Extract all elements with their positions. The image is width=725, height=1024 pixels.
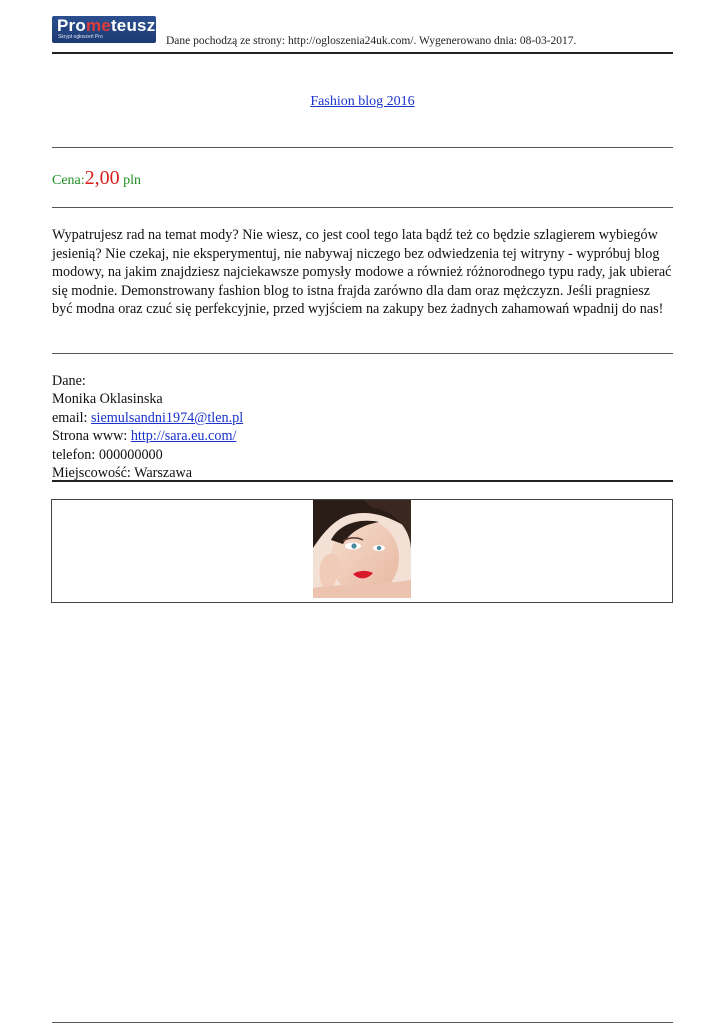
price-currency: pln [123, 173, 142, 188]
contact-www-row [52, 427, 673, 445]
logo-subtitle: Skrypt ogłoszeń Pro [58, 34, 103, 40]
price-divider [52, 207, 673, 208]
price-line [52, 167, 141, 190]
price-value: 2,00 [84, 167, 120, 189]
email-label: email: [52, 409, 92, 426]
contact-name: Monika Oklasinska [52, 391, 163, 408]
www-link[interactable]: http://sara.eu.com/ [130, 428, 237, 445]
contact-heading: Dane: [52, 373, 86, 389]
site-logo [52, 16, 156, 43]
woman-portrait-icon [313, 500, 411, 598]
contact-email-row [52, 409, 673, 427]
listing-photo [313, 500, 411, 598]
phone-label: telefon: [52, 446, 99, 463]
listing-description: Wypatrujesz rad na temat mody? Nie wiesz, co jest cool tego lata bądź też co będzie szlagierem wybiegów jesienią? Nie czekaj, nie eksperymentuj, nie nabywaj niczego bez odwiedzenia tej witryny - wypróbuj blog modowy, na jakim znajdziesz najciekawsze pomysły modowe a również różnorodnego typu rady, jak ubierać się modnie. Demonstrowany fashion blog to istna frajda zarówno dla dam oraz mężczyzn. Jeśli pragniesz być modna oraz czuć się perfekcyjnie, przed wyjściem na zakupy bez żadnych zahamowań wpadnij do nas! [52, 227, 672, 317]
footer-divider [52, 1022, 673, 1023]
contact-divider [52, 480, 673, 482]
source-note: Dane pochodzą ze strony: http://ogloszenia24uk.com/. Wygenerowano dnia: 08-03-2017. [166, 35, 577, 47]
description-divider [52, 353, 673, 354]
city-label: Miejscowość: [52, 465, 135, 482]
city-value: Warszawa [134, 465, 193, 482]
title-divider [52, 147, 673, 148]
contact-block [52, 372, 673, 482]
price-label: Cena: [52, 173, 85, 188]
listing-title-link[interactable]: Fashion blog 2016 [310, 94, 415, 109]
logo-wordmark: Prometeusz [57, 16, 156, 35]
header-divider [52, 52, 673, 54]
photo-frame [51, 499, 673, 603]
phone-value: 000000000 [98, 446, 163, 463]
contact-phone-row [52, 446, 673, 464]
email-link[interactable]: siemulsandni1974@tlen.pl [91, 409, 244, 426]
www-label: Strona www: [52, 428, 131, 445]
